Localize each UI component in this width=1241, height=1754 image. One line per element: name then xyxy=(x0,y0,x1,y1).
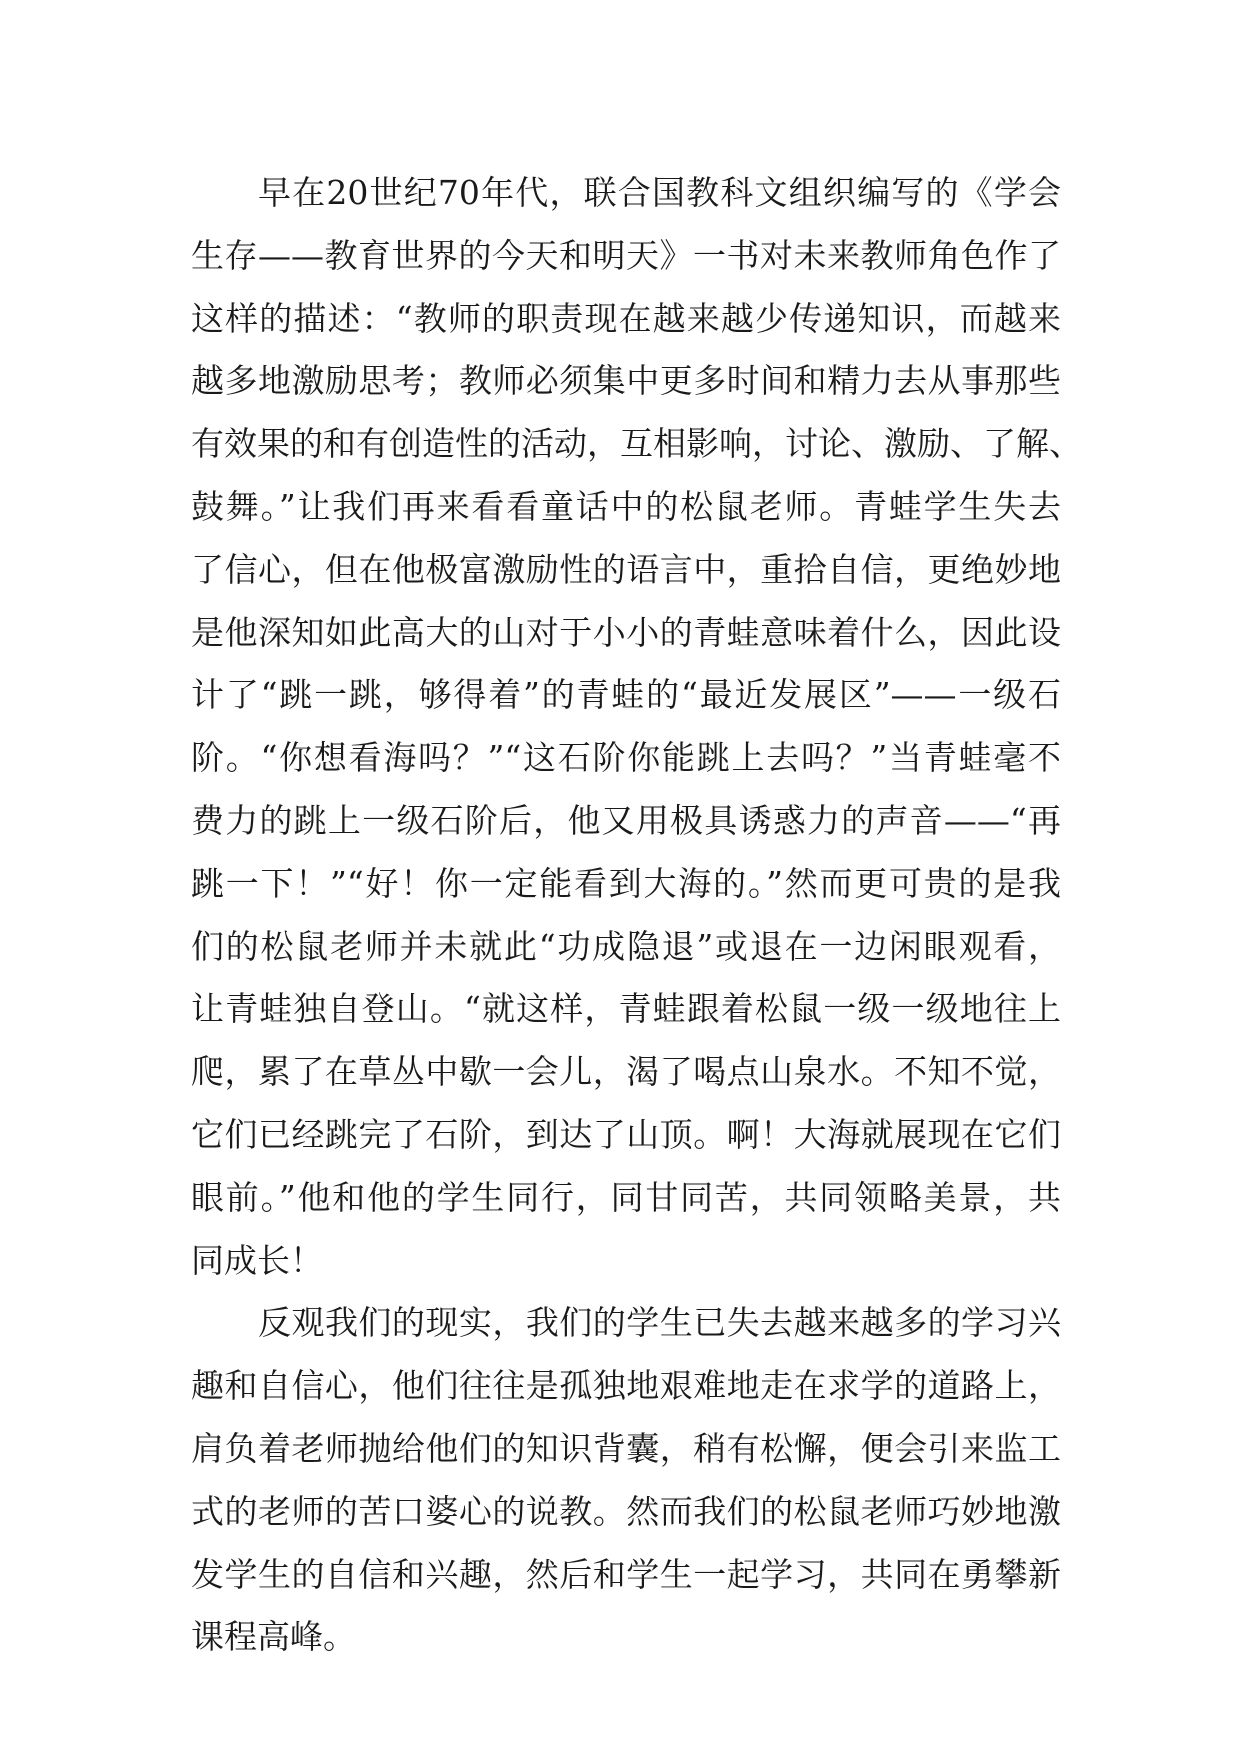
text-line: 它们已经跳完了石阶，到达了山顶。啊！大海就展现在它们 xyxy=(191,1114,1061,1154)
text-line: 们的松鼠老师并未就此“功成隐退”或退在一边闲眼观看， xyxy=(191,926,1061,966)
text-line: 了信心，但在他极富激励性的语言中，重拾自信，更绝妙地 xyxy=(191,549,1061,589)
text-line: 早在20世纪70年代，联合国教科文组织编写的《学会 xyxy=(258,173,1061,212)
text-line: 爬，累了在草丛中歇一会儿，渴了喝点山泉水。不知不觉， xyxy=(191,1052,1061,1092)
text-line: 费力的跳上一级石阶后，他又用极具诱惑力的声音——“再 xyxy=(191,800,1061,840)
text-line: 课程高峰。 xyxy=(191,1617,356,1657)
text-line: 阶。“你想看海吗？”“这石阶你能跳上去吗？”当青蛙毫不 xyxy=(191,738,1061,778)
text-line: 是他深知如此高大的山对于小小的青蛙意味着什么，因此设 xyxy=(191,612,1061,652)
text-line: 反观我们的现实，我们的学生已失去越来越多的学习兴 xyxy=(258,1303,1061,1343)
text-line: 这样的描述：“教师的职责现在越来越少传递知识，而越来 xyxy=(191,298,1061,338)
text-line: 眼前。”他和他的学生同行，同甘同苦，共同领略美景，共 xyxy=(191,1177,1061,1217)
text-line: 同成长！ xyxy=(191,1240,323,1280)
text-line: 让青蛙独自登山。“就这样，青蛙跟着松鼠一级一级地往上 xyxy=(191,989,1061,1029)
text-line: 越多地激励思考；教师必须集中更多时间和精力去从事那些 xyxy=(191,361,1061,401)
text-line: 趣和自信心，他们往往是孤独地艰难地走在求学的道路上， xyxy=(191,1366,1061,1406)
body-text xyxy=(191,162,1082,1669)
text-line: 鼓舞。”让我们再来看看童话中的松鼠老师。青蛙学生失去 xyxy=(191,486,1061,526)
text-line: 发学生的自信和兴趣，然后和学生一起学习，共同在勇攀新 xyxy=(191,1554,1061,1594)
paragraph-1 xyxy=(191,162,1082,1292)
text-line: 肩负着老师抛给他们的知识背囊，稍有松懈，便会引来监工 xyxy=(191,1428,1061,1468)
paragraph-2 xyxy=(191,1292,1061,1669)
text-line: 有效果的和有创造性的活动，互相影响，讨论、激励、了解、 xyxy=(191,424,1082,464)
text-line: 计了“跳一跳，够得着”的青蛙的“最近发展区”——一级石 xyxy=(191,675,1061,715)
text-line: 式的老师的苦口婆心的说教。然而我们的松鼠老师巧妙地激 xyxy=(191,1491,1061,1531)
text-line: 跳一下！”“好！你一定能看到大海的。”然而更可贵的是我 xyxy=(191,863,1061,903)
text-line: 生存——教育世界的今天和明天》一书对未来教师角色作了 xyxy=(191,235,1061,275)
